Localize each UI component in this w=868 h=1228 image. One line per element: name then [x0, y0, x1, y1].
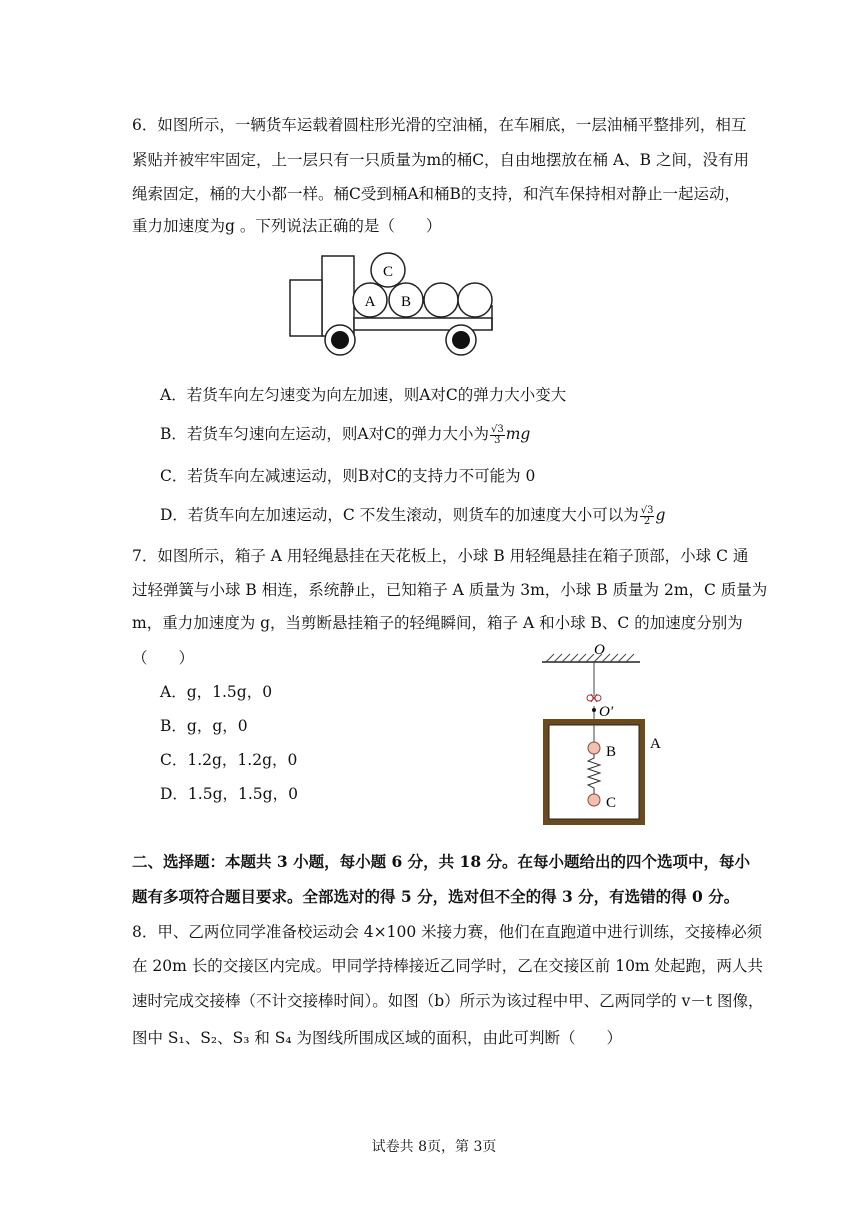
label-b: B	[606, 744, 617, 760]
box-spring-figure	[536, 640, 686, 830]
q6-option-d[interactable]: D．若货车向左加速运动，C 不发生滚动，则货车的加速度大小可以为 $\frac{√3}{2}$ g	[160, 504, 666, 527]
q7-option-d[interactable]: D．1.5g，1.5g，0	[160, 785, 298, 803]
q6-option-c[interactable]: C．若货车向左减速运动，则B对C的支持力不可能为 0	[160, 467, 536, 485]
label-b: B	[400, 294, 412, 310]
q7-line-2: 过轻弹簧与小球 B 相连，系统静止，已知箱子 A 质量为 3m，小球 B 质量为 2m，C 质量为	[132, 581, 768, 599]
q7-line-4: （ ）	[132, 649, 195, 667]
label-o-prime: O′	[599, 704, 614, 720]
label-box-a: A	[650, 736, 661, 752]
q7-option-c[interactable]: C．1.2g，1.2g，0	[160, 751, 298, 769]
q8-line-1: 8．甲、乙两位同学准备校运动会 4×100 米接力赛，他们在直跑道中进行训练，交接棒必须	[132, 923, 763, 941]
q8-line-4: 图中 S₁、S₂、S₃ 和 S₄ 为图线所围成区域的面积，由此可判断（ ）	[132, 1029, 623, 1047]
label-a: A	[364, 294, 376, 310]
ball-b	[588, 742, 600, 754]
q8-line-3: 速时完成交接棒（不计交接棒时间）。如图（b）所示为该过程中甲、乙两同学的 v－t 图像，	[132, 992, 764, 1010]
label-c: C	[382, 264, 394, 280]
q7-line-3: m，重力加速度为 g，当剪断悬挂箱子的轻绳瞬间，箱子 A 和小球 B、C 的加速度分别为	[132, 614, 743, 632]
q8-line-2: 在 20m 长的交接区内完成。甲同学持棒接近乙同学时，乙在交接区前 10m 处起跑，两人共	[132, 957, 764, 975]
q7-option-b[interactable]: B．g，g，0	[160, 717, 248, 735]
q6-line-4: 重力加速度为g 。下列说法正确的是（ ）	[132, 217, 442, 235]
truck-figure	[286, 250, 496, 360]
q6-line-3: 绳索固定，桶的大小都一样。桶C受到桶A和桶B的支持，和汽车保持相对静止一起运动，	[132, 185, 740, 203]
q6-option-b[interactable]: B．若货车匀速向左运动，则A对C的弹力大小为 $\frac{√3}{3}$ mg	[160, 423, 531, 446]
q6-option-a[interactable]: A．若货车向左匀速变为向左加速，则A对C的弹力大小变大	[160, 386, 567, 404]
page-footer: 试卷共 8页，第 3页	[371, 1139, 497, 1155]
q6-line-1: 6．如图所示，一辆货车运载着圆柱形光滑的空油桶，在车厢底，一层油桶平整排列，相互	[132, 116, 747, 134]
label-o: O	[594, 642, 605, 658]
section2-line-2: 题有多项符合题目要求。全部选对的得 5 分，选对但不全的得 3 分，有选错的得 0 分。	[132, 887, 740, 906]
q6-line-2: 紧贴并被牢牢固定，上一层只有一只质量为m的桶C，自由地摆放在桶 A、B 之间，没有用	[132, 151, 749, 169]
label-c: C	[606, 795, 617, 811]
ball-c	[588, 794, 600, 806]
section2-line-1: 二、选择题：本题共 3 小题，每小题 6 分，共 18 分。在每小题给出的四个选项中，每小	[132, 852, 751, 871]
q7-line-1: 7．如图所示，箱子 A 用轻绳悬挂在天花板上，小球 B 用轻绳悬挂在箱子顶部，小球 C 通	[132, 547, 749, 565]
q7-option-a[interactable]: A．g，1.5g，0	[160, 683, 273, 701]
